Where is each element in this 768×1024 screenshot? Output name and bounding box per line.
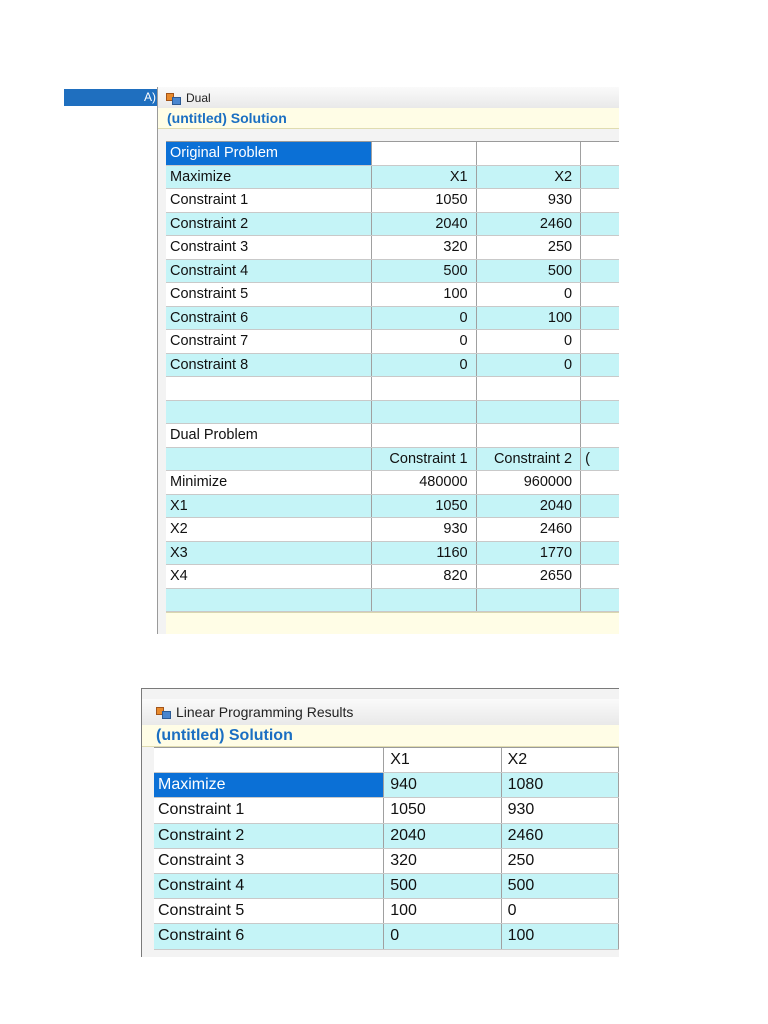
- lp-results-grid: [154, 747, 619, 950]
- solution-title: (untitled) Solution: [158, 108, 619, 129]
- grid-cell[interactable]: [581, 354, 619, 377]
- grid-cell[interactable]: [581, 166, 619, 189]
- grid-cell[interactable]: 500: [384, 874, 501, 898]
- grid-cell[interactable]: 100: [502, 924, 619, 948]
- grid-cell[interactable]: [372, 589, 477, 612]
- grid-cell[interactable]: 0: [372, 330, 477, 353]
- row-header-cell[interactable]: Constraint 4: [154, 874, 384, 898]
- grid-cell[interactable]: 2460: [502, 824, 619, 848]
- row-header-cell[interactable]: Constraint 2: [166, 213, 372, 236]
- grid-row[interactable]: [166, 589, 619, 613]
- grid-cell[interactable]: 820: [372, 565, 477, 588]
- grid-cell[interactable]: 940: [384, 773, 501, 797]
- grid-cell[interactable]: [581, 565, 619, 588]
- grid-cell[interactable]: [372, 401, 477, 424]
- grid-row[interactable]: [154, 924, 619, 949]
- grid-row[interactable]: [166, 518, 619, 542]
- row-header-cell[interactable]: [166, 589, 372, 612]
- grid-cell[interactable]: 1080: [502, 773, 619, 797]
- window-title: Linear Programming Results: [176, 704, 354, 720]
- grid-cell[interactable]: [581, 401, 619, 424]
- grid-cell[interactable]: [581, 542, 619, 565]
- grid-cell[interactable]: 0: [477, 330, 582, 353]
- grid-cell[interactable]: [581, 495, 619, 518]
- row-header-cell[interactable]: Constraint 3: [154, 849, 384, 873]
- grid-cell[interactable]: (: [585, 450, 590, 467]
- row-header-cell[interactable]: [166, 401, 372, 424]
- grid-cell[interactable]: 100: [384, 899, 501, 923]
- grid-cell[interactable]: 250: [477, 236, 582, 259]
- grid-cell[interactable]: 2040: [372, 213, 477, 236]
- row-header-cell[interactable]: X1: [166, 495, 372, 518]
- grid-cell[interactable]: X1: [384, 748, 501, 772]
- grid-row[interactable]: [166, 495, 619, 519]
- dual-window-titlebar[interactable]: [158, 87, 619, 108]
- grid-row[interactable]: [154, 798, 619, 823]
- lp-results-window: [141, 688, 619, 957]
- row-header-cell[interactable]: Maximize: [166, 166, 372, 189]
- grid-cell[interactable]: Constraint 1: [372, 448, 477, 471]
- grid-cell[interactable]: [477, 589, 582, 612]
- grid-row[interactable]: [166, 565, 619, 589]
- row-header-cell[interactable]: [166, 377, 372, 400]
- grid-cell[interactable]: 2040: [384, 824, 501, 848]
- grid-cell[interactable]: [581, 260, 619, 283]
- grid-row[interactable]: [166, 213, 619, 237]
- grid-cell[interactable]: X1: [372, 166, 477, 189]
- grid-cell[interactable]: 2460: [477, 518, 582, 541]
- grid-cell[interactable]: 2460: [477, 213, 582, 236]
- grid-cell[interactable]: [581, 589, 619, 612]
- grid-cell[interactable]: 1050: [384, 798, 501, 822]
- row-header-cell[interactable]: X4: [166, 565, 372, 588]
- grid-cell[interactable]: 1050: [372, 189, 477, 212]
- grid-row[interactable]: [166, 401, 619, 425]
- grid-cell[interactable]: 250: [502, 849, 619, 873]
- grid-row[interactable]: [166, 542, 619, 566]
- grid-cell[interactable]: 0: [372, 307, 477, 330]
- grid-row[interactable]: [154, 874, 619, 899]
- grid-cell[interactable]: 320: [384, 849, 501, 873]
- grid-cell[interactable]: [581, 518, 619, 541]
- grid-cell[interactable]: 500: [372, 260, 477, 283]
- grid-cell[interactable]: 500: [502, 874, 619, 898]
- grid-row[interactable]: [166, 260, 619, 284]
- grid-row[interactable]: [166, 354, 619, 378]
- grid-cell[interactable]: [581, 283, 619, 306]
- grid-cell[interactable]: [477, 377, 582, 400]
- row-header-cell[interactable]: Constraint 3: [166, 236, 372, 259]
- row-header-cell[interactable]: Constraint 1: [154, 798, 384, 822]
- grid-row[interactable]: [166, 142, 619, 166]
- grid-row[interactable]: [166, 424, 619, 448]
- grid-cell[interactable]: 2650: [477, 565, 582, 588]
- grid-row[interactable]: [154, 773, 619, 798]
- lp-window-titlebar[interactable]: [142, 699, 619, 725]
- row-header-cell[interactable]: Maximize: [154, 773, 384, 797]
- grid-cell[interactable]: [477, 424, 582, 447]
- grid-cell[interactable]: 100: [372, 283, 477, 306]
- answer-marker-label: A): [64, 89, 158, 106]
- row-header-cell[interactable]: [166, 448, 372, 471]
- grid-cell[interactable]: [372, 142, 477, 165]
- grid-cell[interactable]: 1160: [372, 542, 477, 565]
- window-title: Dual: [186, 90, 211, 105]
- row-header-cell[interactable]: Constraint 7: [166, 330, 372, 353]
- row-header-cell[interactable]: Constraint 4: [166, 260, 372, 283]
- grid-cell[interactable]: 1770: [477, 542, 582, 565]
- row-header-cell[interactable]: Constraint 6: [154, 924, 384, 948]
- grid-cell[interactable]: [581, 213, 619, 236]
- grid-row[interactable]: [154, 824, 619, 849]
- app-window-icon: [156, 706, 170, 718]
- grid-cell[interactable]: [581, 377, 619, 400]
- grid-cell[interactable]: 320: [372, 236, 477, 259]
- grid-cell[interactable]: [581, 189, 619, 212]
- grid-row[interactable]: [166, 189, 619, 213]
- grid-row[interactable]: [166, 166, 619, 190]
- grid-row[interactable]: [154, 849, 619, 874]
- row-header-cell[interactable]: Constraint 6: [166, 307, 372, 330]
- grid-empty-area: [166, 612, 619, 634]
- row-header-cell[interactable]: Constraint 5: [166, 283, 372, 306]
- grid-cell[interactable]: X2: [477, 166, 582, 189]
- grid-cell[interactable]: 500: [477, 260, 582, 283]
- row-header-cell[interactable]: X2: [166, 518, 372, 541]
- grid-cell[interactable]: 0: [372, 354, 477, 377]
- grid-cell[interactable]: [372, 377, 477, 400]
- row-header-cell[interactable]: Constraint 8: [166, 354, 372, 377]
- grid-cell[interactable]: 930: [502, 798, 619, 822]
- grid-cell[interactable]: 0: [502, 899, 619, 923]
- grid-cell[interactable]: [477, 401, 582, 424]
- grid-row[interactable]: [166, 307, 619, 331]
- grid-row[interactable]: [166, 448, 619, 472]
- grid-cell[interactable]: [581, 236, 619, 259]
- dual-window: [157, 87, 619, 634]
- row-header-cell[interactable]: Constraint 1: [166, 189, 372, 212]
- grid-row[interactable]: [154, 899, 619, 924]
- grid-cell[interactable]: 1050: [372, 495, 477, 518]
- grid-cell[interactable]: 930: [477, 189, 582, 212]
- grid-cell[interactable]: [477, 142, 582, 165]
- grid-cell[interactable]: 0: [384, 924, 501, 948]
- grid-cell[interactable]: 100: [477, 307, 582, 330]
- grid-row[interactable]: [154, 748, 619, 773]
- grid-row[interactable]: [166, 330, 619, 354]
- grid-row[interactable]: [166, 283, 619, 307]
- grid-cell[interactable]: X2: [502, 748, 619, 772]
- grid-cell[interactable]: [372, 424, 477, 447]
- grid-cell[interactable]: [581, 471, 619, 494]
- row-header-cell[interactable]: Constraint 2: [154, 824, 384, 848]
- grid-cell[interactable]: [581, 330, 619, 353]
- row-header-cell[interactable]: Constraint 5: [154, 899, 384, 923]
- grid-cell[interactable]: [581, 142, 619, 165]
- grid-cell[interactable]: [581, 307, 619, 330]
- dual-results-grid: [166, 141, 619, 612]
- app-window-icon: [166, 92, 180, 104]
- grid-row[interactable]: [166, 471, 619, 495]
- row-header-cell[interactable]: Dual Problem: [166, 424, 372, 447]
- solution-title: (untitled) Solution: [142, 725, 619, 747]
- grid-cell[interactable]: 480000: [372, 471, 477, 494]
- grid-row[interactable]: [166, 236, 619, 260]
- grid-cell[interactable]: [581, 424, 619, 447]
- grid-cell[interactable]: 0: [477, 354, 582, 377]
- row-header-cell[interactable]: [154, 748, 384, 772]
- row-header-cell[interactable]: Original Problem: [166, 142, 372, 165]
- grid-cell[interactable]: 960000: [477, 471, 582, 494]
- grid-cell[interactable]: 2040: [477, 495, 582, 518]
- grid-cell[interactable]: Constraint 2: [477, 448, 582, 471]
- grid-cell[interactable]: 0: [477, 283, 582, 306]
- row-header-cell[interactable]: Minimize: [166, 471, 372, 494]
- grid-row[interactable]: [166, 377, 619, 401]
- row-header-cell[interactable]: X3: [166, 542, 372, 565]
- grid-cell[interactable]: 930: [372, 518, 477, 541]
